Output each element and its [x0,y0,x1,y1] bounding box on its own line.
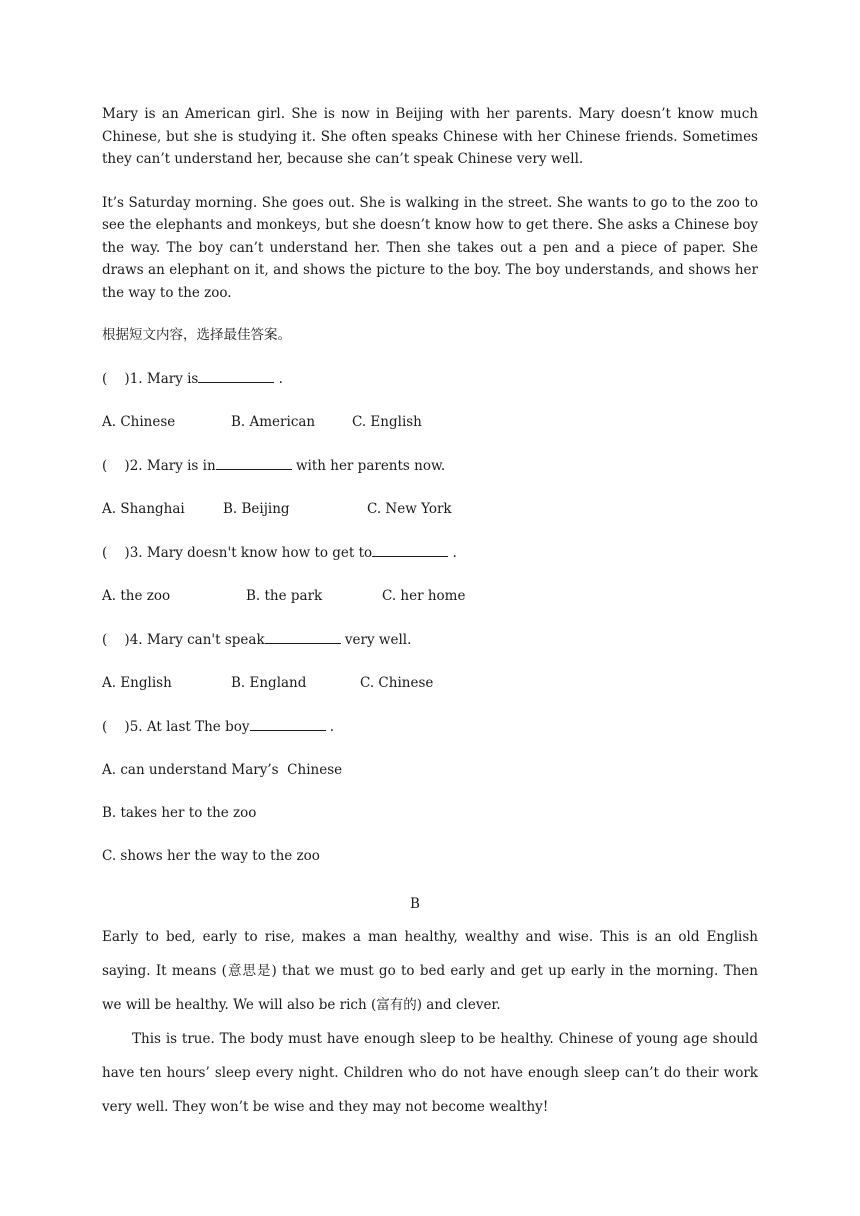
answer-blank [372,542,448,557]
question-5-option-a: A. can understand Mary’s Chinese [102,762,343,778]
passage-a-paragraph-1: Mary is an American girl. She is now in Beijing with her parents. Mary doesn’t know much Chinese, but she is studying it. She often speaks Chinese with her Chinese friends. Sometimes they can’t understand her, because she can’t speak Chinese very well. [102,106,758,167]
option-c: C. New York [367,501,452,517]
question-3-options [102,586,758,606]
question-1-prefix: ( )1. Mary is [102,371,199,387]
question-4-suffix: very well. [340,632,412,648]
question-5-option-b: B. takes her to the zoo [102,805,257,821]
option-b: B. Beijing [223,501,290,517]
answer-blank [216,455,292,470]
question-1-options [102,412,758,432]
option-c: C. English [352,414,422,430]
option-a: A. Chinese [102,414,176,430]
passage-b-paragraph-1: Early to bed, early to rise, makes a man healthy, wealthy and wise. This is an old English saying. It means (意思是) that we must go to bed early and get up early in the morning. Then we will be healthy. We will also be rich (富有的) and clever. [102,929,758,1013]
question-3-prefix: ( )3. Mary doesn't know how to get to [102,545,373,561]
question-5-option-c: C. shows her the way to the zoo [102,848,320,864]
option-c: C. Chinese [360,675,434,691]
passage-a-paragraph-2: It’s Saturday morning. She goes out. She is walking in the street. She wants to go to the zoo to see the elephants and monkeys, but she doesn’t know how to get there. She asks a Chinese boy the way. The boy can’t understand her. Then she takes out a pen and a piece of paper. She draws an elephant on it, and shows the picture to the boy. The boy understands, and shows her the way to the zoo. [102,194,758,301]
passage-b-title: B [410,896,420,912]
document-page [102,103,758,1124]
instruction-text: 根据短文内容，选择最佳答案。 [102,327,291,343]
answer-blank [265,629,341,644]
question-4 [102,629,758,650]
question-4-options [102,673,758,693]
question-3-suffix: . [448,545,457,561]
question-2-suffix: with her parents now. [291,458,446,474]
option-a: A. English [102,675,172,691]
question-4-prefix: ( )4. Mary can't speak [102,632,265,648]
question-1 [102,368,758,389]
answer-blank [198,368,274,383]
answer-blank [250,716,326,731]
question-3 [102,542,758,563]
question-5 [102,716,758,737]
question-2-options [102,499,758,519]
question-2 [102,455,758,476]
question-2-prefix: ( )2. Mary is in [102,458,216,474]
option-c: C. her home [382,588,466,604]
option-b: B. England [231,675,307,691]
option-b: B. American [231,414,316,430]
question-1-suffix: . [274,371,283,387]
passage-b-paragraph-2: This is true. The body must have enough sleep to be healthy. Chinese of young age should have ten hours’ sleep every night. Children who do not have enough sleep can’t do their work very well. They won’t be wise and they may not become wealthy! [102,1031,758,1115]
question-5-prefix: ( )5. At last The boy [102,719,250,735]
option-b: B. the park [246,588,323,604]
question-5-suffix: . [325,719,335,735]
option-a: A. Shanghai [102,501,185,517]
option-a: A. the zoo [102,588,171,604]
